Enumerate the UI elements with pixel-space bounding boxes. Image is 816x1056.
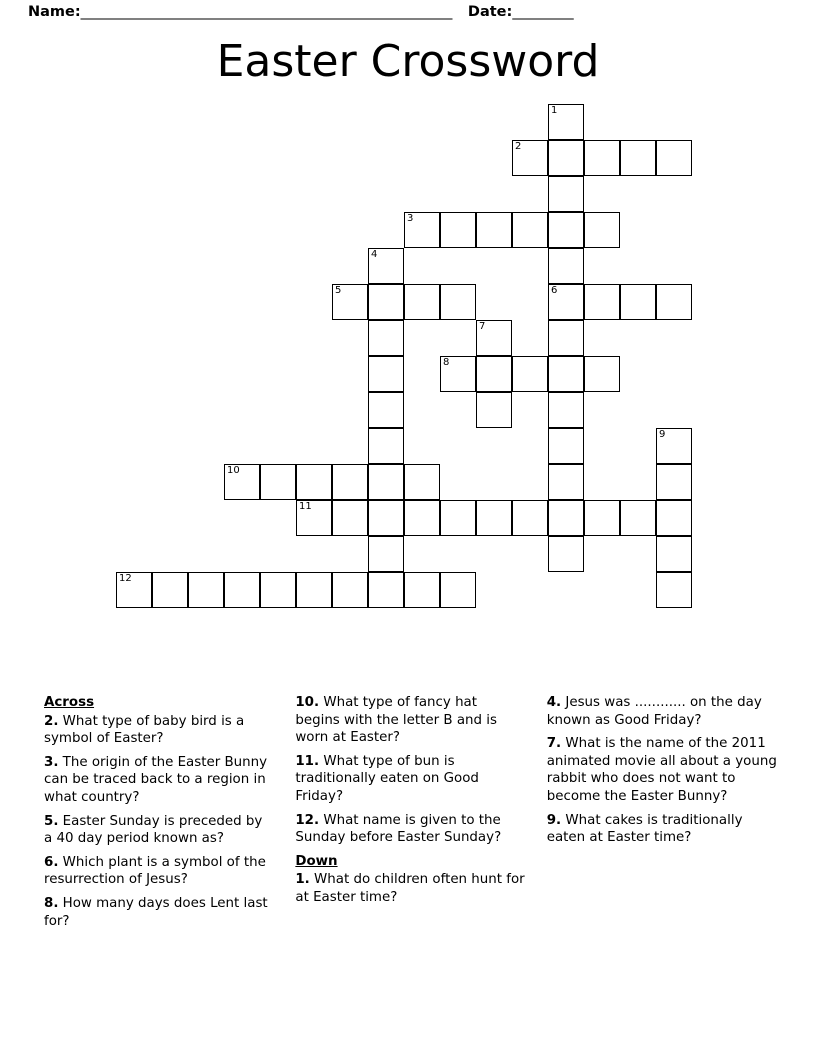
crossword-cell[interactable] (548, 356, 584, 392)
crossword-cell[interactable] (332, 464, 368, 500)
crossword-cell[interactable] (368, 572, 404, 608)
cell-number: 5 (335, 285, 342, 296)
crossword-cell[interactable] (584, 356, 620, 392)
crossword-cell[interactable] (548, 176, 584, 212)
crossword-cell[interactable] (656, 536, 692, 572)
clue-text: Which plant is a symbol of the resurrection of Jesus? (44, 854, 266, 888)
clue-text: What is the name of the 2011 animated movie all about a young rabbit who does not want to become the Easter Bunny? (546, 736, 777, 804)
crossword-cell[interactable] (260, 572, 296, 608)
crossword-cell[interactable] (332, 284, 368, 320)
clue-text: Jesus was ............ on the day known as Good Friday? (546, 695, 762, 728)
crossword-cell[interactable] (404, 572, 440, 608)
clue-text: What type of bun is traditionally eaten on Good Friday? (295, 753, 479, 804)
crossword-cell[interactable] (656, 464, 692, 500)
crossword-cell[interactable] (512, 140, 548, 176)
crossword-cell[interactable] (368, 392, 404, 428)
crossword-cell[interactable] (548, 392, 584, 428)
clue-text: What cakes is traditionally eaten at Easter time? (546, 812, 743, 846)
page-title: Easter Crossword (216, 36, 600, 87)
crossword-cell[interactable] (368, 464, 404, 500)
crossword-cell[interactable] (656, 140, 692, 176)
clue-item (44, 713, 273, 748)
crossword-cell[interactable] (620, 284, 656, 320)
crossword-cell[interactable] (476, 320, 512, 356)
clue-item (547, 735, 784, 805)
crossword-cell[interactable] (548, 284, 584, 320)
crossword-cell[interactable] (476, 356, 512, 392)
clue-text: What do children often hunt for at Easter time? (295, 872, 525, 905)
crossword-cell[interactable] (548, 500, 584, 536)
crossword-cell[interactable] (584, 212, 620, 248)
crossword-cell[interactable] (620, 500, 656, 536)
clue-text: What name is given to the Sunday before Easter Sunday? (295, 812, 502, 846)
clue-text: What type of fancy hat begins with the letter B and is worn at Easter? (295, 695, 497, 746)
cell-number: 10 (227, 465, 240, 476)
crossword-cell[interactable] (368, 248, 404, 284)
clue-text: How many days does Lent last for? (44, 895, 268, 929)
crossword-cell[interactable] (476, 500, 512, 536)
crossword-cell[interactable] (548, 464, 584, 500)
clue-item (295, 871, 524, 906)
clue-number: 4. (546, 695, 562, 710)
date-write-line: _________ (512, 4, 574, 20)
crossword-cell[interactable] (296, 572, 332, 608)
cell-number: 4 (371, 249, 378, 260)
date-label: Date: (467, 4, 513, 20)
crossword-cell[interactable] (656, 500, 692, 536)
crossword-cell[interactable] (152, 572, 188, 608)
clue-text: Easter Sunday is preceded by a 40 day period known as? (44, 813, 263, 847)
clue-number: 12. (295, 812, 320, 828)
crossword-cell[interactable] (368, 428, 404, 464)
crossword-cell[interactable] (116, 572, 152, 608)
across-heading: Across (44, 695, 95, 710)
crossword-grid (116, 104, 816, 664)
crossword-cell[interactable] (404, 500, 440, 536)
crossword-cell[interactable] (224, 464, 260, 500)
crossword-cell[interactable] (656, 572, 692, 608)
crossword-cell[interactable] (440, 356, 476, 392)
crossword-cell[interactable] (656, 428, 692, 464)
cell-number: 8 (443, 357, 450, 368)
crossword-cell[interactable] (548, 140, 584, 176)
name-write-line: _______________________________________________________ (80, 4, 452, 20)
crossword-cell[interactable] (548, 248, 584, 284)
crossword-cell[interactable] (512, 356, 548, 392)
clue-text: What type of baby bird is a symbol of Easter? (44, 713, 245, 747)
clue-number: 3. (44, 754, 59, 770)
cell-number: 12 (119, 573, 132, 584)
crossword-cell[interactable] (584, 500, 620, 536)
clues-area (44, 694, 784, 984)
crossword-cell[interactable] (548, 212, 584, 248)
clue-item (547, 812, 784, 847)
cell-number: 7 (479, 321, 486, 332)
crossword-cell[interactable] (476, 212, 512, 248)
down-heading: Down (295, 853, 338, 869)
crossword-cell[interactable] (404, 464, 440, 500)
clue-item (44, 813, 273, 848)
crossword-cell[interactable] (548, 536, 584, 572)
cell-number: 11 (299, 501, 312, 512)
clue-number: 7. (546, 736, 562, 752)
crossword-cell[interactable] (260, 464, 296, 500)
crossword-cell[interactable] (548, 428, 584, 464)
clues-column-2 (295, 694, 524, 984)
clue-number: 8. (44, 895, 59, 911)
crossword-cell[interactable] (368, 284, 404, 320)
crossword-cell[interactable] (656, 284, 692, 320)
clue-item (44, 854, 273, 889)
clue-number: 2. (44, 713, 59, 729)
crossword-cell[interactable] (404, 212, 440, 248)
crossword-cell[interactable] (620, 140, 656, 176)
crossword-cell[interactable] (548, 320, 584, 356)
crossword-cell[interactable] (296, 464, 332, 500)
clue-item (295, 694, 524, 747)
crossword-cell[interactable] (584, 140, 620, 176)
clues-column-3 (547, 694, 784, 984)
crossword-cell[interactable] (296, 500, 332, 536)
clue-number: 11. (295, 753, 320, 769)
clue-item (295, 753, 524, 806)
crossword-cell[interactable] (188, 572, 224, 608)
crossword-cell[interactable] (440, 572, 476, 608)
clue-number: 1. (295, 872, 310, 888)
name-label: Name: (28, 4, 81, 20)
crossword-cell[interactable] (368, 536, 404, 572)
crossword-cell[interactable] (440, 212, 476, 248)
cell-number: 9 (659, 429, 666, 440)
crossword-cell[interactable] (368, 320, 404, 356)
crossword-cell[interactable] (476, 392, 512, 428)
crossword-cell[interactable] (368, 356, 404, 392)
clue-number: 5. (44, 813, 59, 829)
clues-column-1 (44, 694, 273, 984)
crossword-cell[interactable] (332, 500, 368, 536)
crossword-cell[interactable] (224, 572, 260, 608)
clue-number: 6. (44, 854, 59, 870)
clue-text: The origin of the Easter Bunny can be traced back to a region in what country? (44, 754, 268, 805)
student-info-header (28, 0, 788, 24)
cell-number: 6 (551, 285, 558, 296)
crossword-cell[interactable] (512, 212, 548, 248)
crossword-cell[interactable] (584, 284, 620, 320)
clue-item (44, 895, 273, 930)
crossword-cell[interactable] (440, 284, 476, 320)
clue-item (295, 812, 524, 847)
crossword-cell[interactable] (440, 500, 476, 536)
crossword-cell[interactable] (548, 104, 584, 140)
crossword-cell[interactable] (368, 500, 404, 536)
crossword-cell[interactable] (512, 500, 548, 536)
cell-number: 2 (515, 141, 522, 152)
cell-number: 1 (551, 105, 558, 116)
clue-item (44, 754, 273, 807)
crossword-cell[interactable] (404, 284, 440, 320)
cell-number: 3 (407, 213, 414, 224)
clue-number: 9. (546, 812, 562, 828)
clue-number: 10. (295, 695, 320, 710)
clue-item (547, 694, 784, 729)
crossword-cell[interactable] (332, 572, 368, 608)
